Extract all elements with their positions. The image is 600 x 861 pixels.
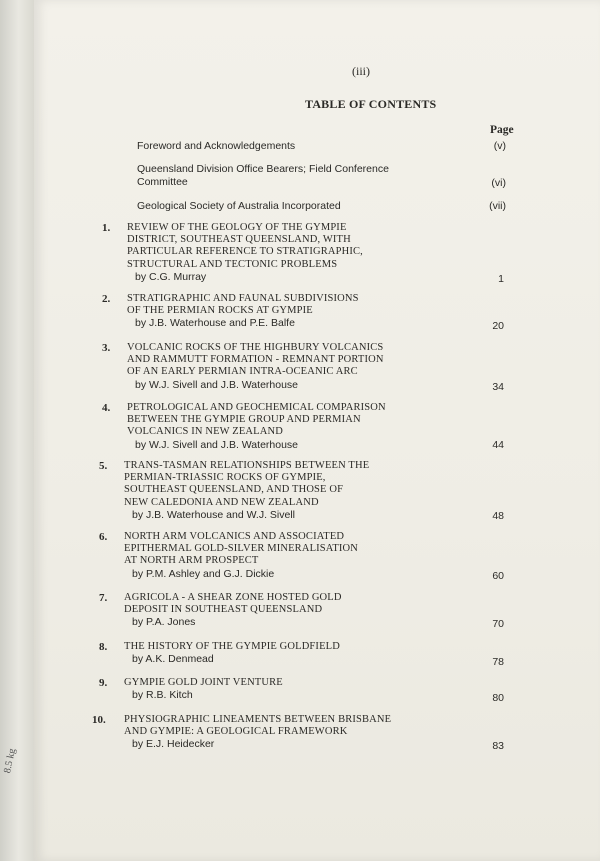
entry-title-text: NORTH ARM VOLCANICS AND ASSOCIATED EPITHERMAL GOLD-SILVER MINERALISATION AT NORTH ARM PROSPECT: [124, 531, 359, 567]
entry-page: 1: [498, 273, 504, 285]
page-column-header: Page: [490, 124, 514, 136]
entry-author: by R.B. Kitch: [132, 689, 193, 702]
gutter-mark: 8.5 kg: [2, 747, 18, 775]
entry-page: 48: [492, 510, 504, 522]
entry-author: by J.B. Waterhouse and P.E. Balfe: [135, 317, 295, 330]
entry-title: [127, 222, 427, 283]
entry-author: by E.J. Heidecker: [132, 738, 215, 751]
entry-number: 1.: [102, 222, 111, 234]
entry-number: 5.: [99, 460, 108, 472]
entry-number: 6.: [99, 531, 108, 543]
entry-title: [124, 460, 424, 521]
book-spine: [0, 0, 34, 861]
document-page: [34, 0, 600, 861]
entry-title-text: PETROLOGICAL AND GEOCHEMICAL COMPARISON BETWEEN THE GYMPIE GROUP AND PERMIAN VOLCANICS IN NEW ZEALAND: [127, 402, 386, 438]
entry-number: 4.: [102, 402, 111, 414]
entry-number: 3.: [102, 342, 111, 354]
entry-author: by W.J. Sivell and J.B. Waterhouse: [135, 438, 299, 451]
entry-title: [124, 531, 424, 580]
entry-number: 9.: [99, 677, 108, 689]
front-matter-page: (vi): [491, 177, 506, 189]
entry-page: 34: [492, 381, 504, 393]
entry-author: by P.M. Ashley and G.J. Dickie: [132, 567, 275, 580]
entry-page: 70: [492, 618, 504, 630]
entry-title-text: GYMPIE GOLD JOINT VENTURE: [124, 677, 283, 688]
entry-title: [124, 592, 424, 629]
entry-title: [127, 293, 427, 330]
front-matter-label: Geological Society of Australia Incorporated: [137, 200, 341, 212]
entry-author: by J.B. Waterhouse and W.J. Sivell: [132, 508, 296, 521]
entry-page: 20: [492, 320, 504, 332]
entry-title: [127, 402, 427, 451]
entry-number: 2.: [102, 293, 111, 305]
entry-title-text: REVIEW OF THE GEOLOGY OF THE GYMPIE DISTRICT, SOUTHEAST QUEENSLAND, WITH PARTICULAR REFERENCE TO STRATIGRAPHIC, STRUCTURAL AND TECTONIC PROBLEMS: [127, 222, 363, 270]
entry-page: 78: [492, 656, 504, 668]
entry-number: 7.: [99, 592, 108, 604]
entry-page: 60: [492, 570, 504, 582]
page-folio: (iii): [352, 64, 370, 78]
entry-page: 44: [492, 439, 504, 451]
front-matter-label: Foreword and Acknowledgements: [137, 140, 296, 152]
front-matter-page: (v): [493, 140, 506, 152]
entry-title-text: TRANS-TASMAN RELATIONSHIPS BETWEEN THE PERMIAN-TRIASSIC ROCKS OF GYMPIE, SOUTHEAST QUEENSLAND, AND THOSE OF NEW CALEDONIA AND NEW ZEALAND: [124, 460, 370, 508]
entry-number: 10.: [92, 714, 106, 726]
entry-number: 8.: [99, 641, 108, 653]
entry-title-text: VOLCANIC ROCKS OF THE HIGHBURY VOLCANICS AND RAMMUTT FORMATION - REMNANT PORTION OF AN EARLY PERMIAN INTRA-OCEANIC ARC: [127, 342, 384, 378]
entry-page: 80: [492, 692, 504, 704]
page-title: TABLE OF CONTENTS: [305, 97, 437, 111]
front-matter-page: (vii): [489, 200, 506, 212]
entry-title: [124, 714, 444, 751]
entry-page: 83: [492, 740, 504, 752]
entry-title: [124, 677, 424, 701]
entry-title: [124, 641, 424, 665]
entry-author: by P.A. Jones: [132, 616, 196, 629]
entry-title-text: STRATIGRAPHIC AND FAUNAL SUBDIVISIONS OF THE PERMIAN ROCKS AT GYMPIE: [127, 293, 359, 317]
entry-title-text: PHYSIOGRAPHIC LINEAMENTS BETWEEN BRISBANE AND GYMPIE: A GEOLOGICAL FRAMEWORK: [124, 714, 392, 738]
entry-title-text: AGRICOLA - A SHEAR ZONE HOSTED GOLD DEPOSIT IN SOUTHEAST QUEENSLAND: [124, 592, 342, 616]
entry-title-text: THE HISTORY OF THE GYMPIE GOLDFIELD: [124, 641, 340, 652]
entry-author: by W.J. Sivell and J.B. Waterhouse: [135, 378, 299, 391]
entry-title: [127, 342, 427, 391]
front-matter-label: Queensland Division Office Bearers; Field Conference Committee: [137, 163, 389, 188]
entry-author: by C.G. Murray: [135, 270, 207, 283]
entry-author: by A.K. Denmead: [132, 653, 214, 666]
